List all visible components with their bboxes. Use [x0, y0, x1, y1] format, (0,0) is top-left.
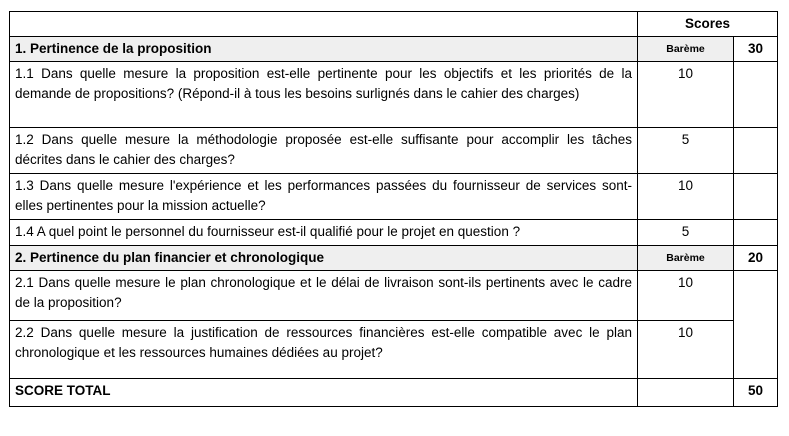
grand-total: 50 — [734, 379, 778, 407]
criteria-points: 10 — [638, 62, 734, 128]
criteria-text: 2.1 Dans quelle mesure le plan chronologique et le délai de livraison sont-ils pertinents avec le cadre de la proposition? — [10, 271, 638, 321]
section-total: 30 — [734, 37, 778, 62]
total-row — [10, 379, 778, 407]
score-cell — [734, 220, 778, 246]
evaluation-table — [9, 11, 778, 407]
criteria-text: 1.4 A quel point le personnel du fournisseur est-il qualifié pour le projet en question ? — [10, 220, 638, 246]
criteria-text: 2.2 Dans quelle mesure la justification de ressources financières est-elle compatible avec le plan chronologique et les ressources humaines dédiées au projet? — [10, 321, 638, 379]
criteria-text: 1.3 Dans quelle mesure l'expérience et les performances passées du fournisseur de services sont-elles pertinentes pour la mission actuelle? — [10, 174, 638, 220]
criteria-row — [10, 220, 778, 246]
criteria-row — [10, 174, 778, 220]
section-row — [10, 37, 778, 62]
header-empty-cell — [10, 12, 638, 37]
criteria-row — [10, 128, 778, 174]
criteria-points: 5 — [638, 220, 734, 246]
criteria-points: 5 — [638, 128, 734, 174]
criteria-points: 10 — [638, 321, 734, 379]
score-cell — [734, 128, 778, 174]
total-label: SCORE TOTAL — [10, 379, 638, 407]
criteria-row — [10, 271, 778, 321]
score-cell — [734, 174, 778, 220]
criteria-text: 1.2 Dans quelle mesure la méthodologie proposée est-elle suffisante pour accomplir les tâches décrites dans le cahier des charges? — [10, 128, 638, 174]
score-cell — [734, 62, 778, 128]
header-row — [10, 12, 778, 37]
score-cell — [734, 271, 778, 321]
section-total: 20 — [734, 246, 778, 271]
criteria-row — [10, 62, 778, 128]
total-empty-cell — [638, 379, 734, 407]
bareme-label: Barème — [638, 37, 734, 62]
score-cell — [734, 321, 778, 379]
section-row — [10, 246, 778, 271]
bareme-label: Barème — [638, 246, 734, 271]
criteria-points: 10 — [638, 271, 734, 321]
criteria-text: 1.1 Dans quelle mesure la proposition est-elle pertinente pour les objectifs et les priorités de la demande de propositions? (Répond-il à tous les besoins surlignés dans le cahier des charges) — [10, 62, 638, 128]
criteria-row — [10, 321, 778, 379]
criteria-points: 10 — [638, 174, 734, 220]
section-title: 1. Pertinence de la proposition — [10, 37, 638, 62]
scores-header: Scores — [638, 12, 778, 37]
section-title: 2. Pertinence du plan financier et chronologique — [10, 246, 638, 271]
